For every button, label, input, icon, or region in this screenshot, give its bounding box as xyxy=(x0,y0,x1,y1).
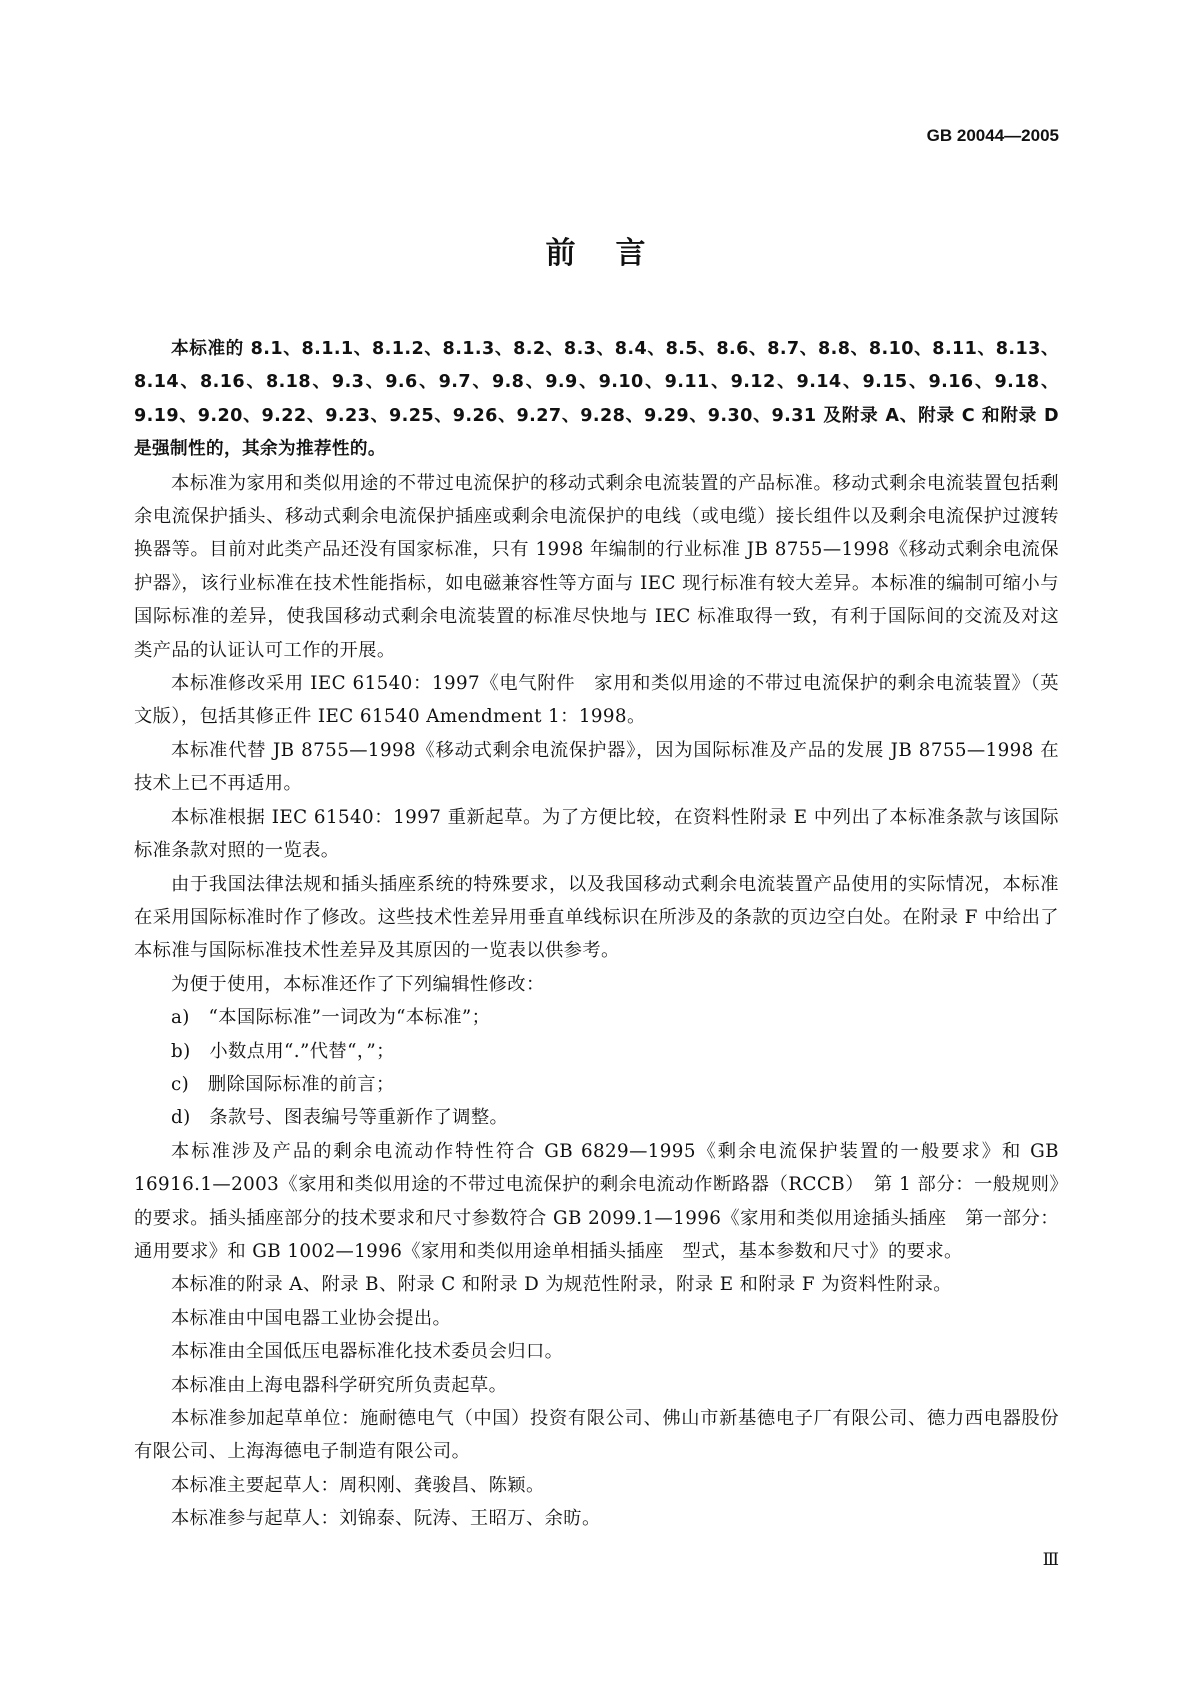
paragraph-modifications: 由于我国法律法规和插头插座系统的特殊要求，以及我国移动式剩余电流装置产品使用的实际情况，本标准在采用国际标准时作了修改。这些技术性差异用垂直单线标识在所涉及的条款的页边空白处。在附录 F 中给出了本标准与国际标准技术性差异及其原因的一览表以供参考。 xyxy=(134,873,1059,962)
paragraph-conformance: 本标准涉及产品的剩余电流动作特性符合 GB 6829—1995《剩余电流保护装置的一般要求》和 GB 16916.1—2003《家用和类似用途的不带过电流保护的剩余电流动作断路器（RCCB） 第 1 部分：一般规则》的要求。插头插座部分的技术要求和尺寸参数符合 GB 2099.1—1996《家用和类似用途插头插座 第一部分：通用要求》和 GB 1002—1996《家用和类似用途单相插头插座 型式，基本参数和尺寸》的要求。 xyxy=(134,1140,1059,1262)
foreword-body xyxy=(134,333,1059,1536)
paragraph-main-drafters: 本标准主要起草人：周积刚、龚骏昌、陈颖。 xyxy=(171,1474,545,1496)
paragraph-redraft: 本标准根据 IEC 61540：1997 重新起草。为了方便比较，在资料性附录 E 中列出了本标准条款与该国际标准条款对照的一览表。 xyxy=(134,806,1059,862)
list-item: d) 条款号、图表编号等重新作了调整。 xyxy=(171,1107,509,1129)
paragraph-participants: 本标准参加起草单位：施耐德电气（中国）投资有限公司、佛山市新基德电子厂有限公司、德力西电器股份有限公司、上海海德电子制造有限公司。 xyxy=(134,1408,1059,1463)
paragraph-editorial-intro: 为便于使用，本标准还作了下列编辑性修改： xyxy=(171,973,545,995)
paragraph-drafter: 本标准由上海电器科学研究所负责起草。 xyxy=(171,1374,508,1396)
paragraph-proposer: 本标准由中国电器工业协会提出。 xyxy=(171,1307,452,1329)
list-item: c) 删除国际标准的前言； xyxy=(171,1073,395,1095)
paragraph-mandatory-clauses: 本标准的 8.1、8.1.1、8.1.2、8.1.3、8.2、8.3、8.4、8.5、8.6、8.7、8.8、8.10、8.11、8.13、8.14、8.16、8.18、9.3、9.6、9.7、9.8、9.9、9.10、9.11、9.12、9.14、9.15、9.16、9.18、9.19、9.20、9.22、9.23、9.25、9.26、9.27、9.28、9.29、9.30、9.31 及附录 A、附录 C 和附录 D 是强制性的，其余为推荐性的。 xyxy=(134,339,1059,460)
paragraph-adoption: 本标准修改采用 IEC 61540：1997《电气附件 家用和类似用途的不带过电流保护的剩余电流装置》（英文版），包括其修正件 IEC 61540 Amendment 1：1998。 xyxy=(134,673,1059,728)
standard-number: GB 20044—2005 xyxy=(926,126,1059,145)
paragraph-replacement: 本标准代替 JB 8755—1998《移动式剩余电流保护器》，因为国际标准及产品的发展 JB 8755—1998 在技术上已不再适用。 xyxy=(134,739,1059,795)
paragraph-contributing-drafters: 本标准参与起草人：刘锦泰、阮涛、王昭万、余昉。 xyxy=(171,1508,601,1530)
paragraph-annexes: 本标准的附录 A、附录 B、附录 C 和附录 D 为规范性附录，附录 E 和附录 F 为资料性附录。 xyxy=(171,1274,952,1296)
list-item: b) 小数点用“.”代替“，”； xyxy=(171,1040,395,1062)
list-item: a) “本国际标准”一词改为“本标准”； xyxy=(171,1007,491,1029)
paragraph-scope: 本标准为家用和类似用途的不带过电流保护的移动式剩余电流装置的产品标准。移动式剩余电流装置包括剩余电流保护插头、移动式剩余电流保护插座或剩余电流保护的电线（或电缆）接长组件以及剩余电流保护过渡转换器等。目前对此类产品还没有国家标准，只有 1998 年编制的行业标准 JB 8755—1998《移动式剩余电流保护器》，该行业标准在技术性能指标，如电磁兼容性等方面与 IEC 现行标准有较大差异。本标准的编制可缩小与国际标准的差异，使我国移动式剩余电流装置的标准尽快地与 IEC 标准取得一致，有利于国际间的交流及对这类产品的认证认可工作的开展。 xyxy=(134,472,1059,661)
page-number: Ⅲ xyxy=(1042,1550,1059,1570)
page-title: 前言 xyxy=(545,236,686,271)
paragraph-committee: 本标准由全国低压电器标准化技术委员会归口。 xyxy=(171,1341,564,1363)
